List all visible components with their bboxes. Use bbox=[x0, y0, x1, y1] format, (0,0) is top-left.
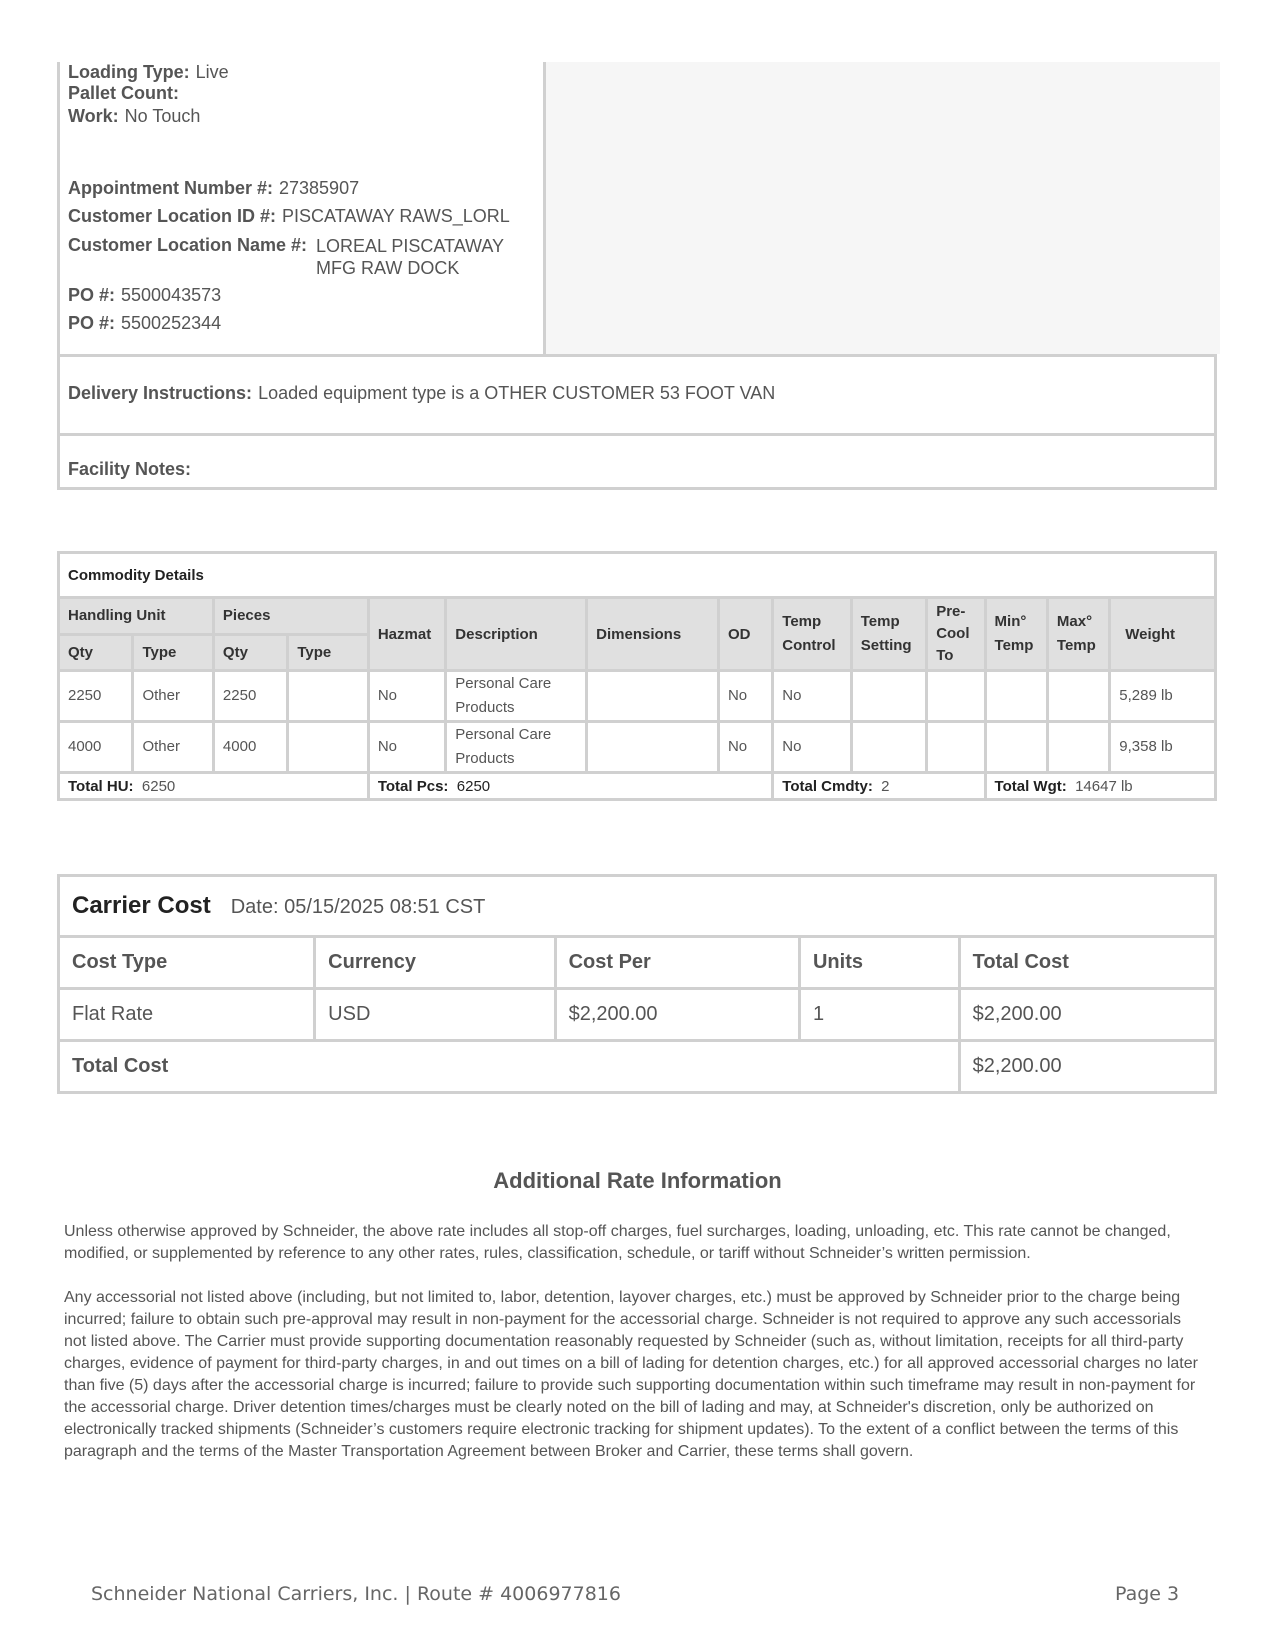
location-id-value: PISCATAWAY RAWS_LORL bbox=[282, 206, 510, 226]
location-name-value bbox=[316, 235, 504, 279]
delivery-instructions-label: Delivery Instructions: bbox=[68, 383, 253, 403]
delivery-instructions-row bbox=[68, 383, 775, 404]
description: Personal Care Products bbox=[446, 671, 587, 722]
temp-setting-header: Temp Setting bbox=[851, 598, 926, 671]
appointment-label: Appointment Number #: bbox=[68, 178, 273, 198]
appointment-value: 27385907 bbox=[279, 178, 360, 198]
divider bbox=[60, 354, 1214, 357]
location-name-row bbox=[68, 235, 505, 278]
commodity-details bbox=[57, 551, 1217, 801]
appointment-row bbox=[68, 178, 359, 199]
temp-setting bbox=[851, 722, 926, 773]
additional-rate-paragraph-1: Unless otherwise approved by Schneider, the above rate includes all stop-off charges, fuel surcharges, loading, unloading, etc. This rate cannot be changed, modified, or supplemented by reference to any other rates, rules, classification, schedule, or tariff without Schneider’s written permission. bbox=[64, 1223, 1171, 1262]
total-pcs bbox=[368, 773, 772, 800]
cost-per: $2,200.00 bbox=[555, 989, 799, 1041]
dimensions bbox=[587, 671, 719, 722]
loading-type-row bbox=[68, 62, 229, 83]
work-row bbox=[68, 106, 200, 127]
max-temp bbox=[1047, 671, 1109, 722]
work-label: Work: bbox=[68, 106, 119, 126]
total-wgt bbox=[985, 773, 1215, 800]
total-wgt-value: 14647 lb bbox=[1075, 777, 1133, 795]
carrier-cost-header-row bbox=[59, 937, 1216, 989]
additional-rate-title: Additional Rate Information bbox=[493, 1168, 782, 1193]
total-hu bbox=[59, 773, 369, 800]
total-pcs-value: 6250 bbox=[456, 777, 491, 795]
pallet-count-label: Pallet Count: bbox=[68, 83, 179, 103]
temp-control-header: Temp Control bbox=[773, 598, 851, 671]
temp-control: No bbox=[773, 671, 851, 722]
min-temp bbox=[985, 671, 1047, 722]
total-pcs-label: Total Pcs: bbox=[377, 777, 449, 795]
table-row bbox=[59, 989, 1216, 1041]
hu-type: Other bbox=[133, 722, 213, 773]
cost-per-header: Cost Per bbox=[555, 937, 799, 989]
weight: 9,358 lb bbox=[1110, 722, 1216, 773]
cost-type: Flat Rate bbox=[59, 989, 315, 1041]
pieces-header: Pieces bbox=[213, 598, 368, 635]
location-name-line1: LOREAL PISCATAWAY bbox=[316, 236, 505, 256]
total-cost-value: $2,200.00 bbox=[959, 1041, 1215, 1093]
hu-qty: 4000 bbox=[59, 722, 133, 773]
po-label-2: PO #: bbox=[68, 313, 116, 333]
footer-page-number: Page 3 bbox=[1115, 1583, 1180, 1605]
total-cmdty bbox=[773, 773, 985, 800]
commodity-table bbox=[57, 551, 1217, 801]
description-header: Description bbox=[446, 598, 587, 671]
handling-unit-header: Handling Unit bbox=[59, 598, 214, 635]
precool bbox=[927, 722, 985, 773]
dimensions-header: Dimensions bbox=[587, 598, 719, 671]
facility-notes-label: Facility Notes: bbox=[68, 459, 192, 479]
loading-type-value: Live bbox=[195, 62, 229, 82]
carrier-cost-table bbox=[57, 874, 1217, 1094]
pc-type bbox=[288, 671, 368, 722]
carrier-cost bbox=[57, 874, 1217, 1094]
total-cost-header: Total Cost bbox=[959, 937, 1215, 989]
delivery-instructions-value: Loaded equipment type is a OTHER CUSTOMER 53 FOOT VAN bbox=[258, 383, 776, 403]
carrier-cost-header bbox=[59, 876, 1216, 937]
currency-header: Currency bbox=[315, 937, 555, 989]
total-wgt-label: Total Wgt: bbox=[994, 777, 1067, 795]
pc-qty: 4000 bbox=[213, 722, 287, 773]
stop-details-right-panel bbox=[543, 62, 1220, 354]
table-row bbox=[59, 671, 1216, 722]
location-name-label: Customer Location Name #: bbox=[68, 235, 308, 255]
temp-control: No bbox=[773, 722, 851, 773]
carrier-cost-title: Carrier Cost bbox=[72, 892, 211, 919]
total-hu-value: 6250 bbox=[141, 777, 176, 795]
total-hu-label: Total HU: bbox=[68, 777, 134, 795]
total-cost: $2,200.00 bbox=[959, 989, 1215, 1041]
carrier-cost-date: Date: 05/15/2025 08:51 CST bbox=[230, 896, 486, 918]
precool-header: Pre-Cool To bbox=[927, 598, 985, 671]
pc-qty-header: Qty bbox=[213, 634, 287, 671]
location-name-line2: MFG RAW DOCK bbox=[316, 258, 460, 278]
hazmat: No bbox=[368, 722, 445, 773]
pc-qty: 2250 bbox=[213, 671, 287, 722]
hazmat-header: Hazmat bbox=[368, 598, 445, 671]
totals-row bbox=[59, 773, 1216, 800]
hu-type-header: Type bbox=[133, 634, 213, 671]
po-row-2 bbox=[68, 313, 221, 334]
carrier-cost-total-row bbox=[59, 1041, 1216, 1093]
po-value-2: 5500252344 bbox=[121, 313, 222, 333]
total-cmdty-label: Total Cmdty: bbox=[782, 777, 873, 795]
hu-type: Other bbox=[133, 671, 213, 722]
pallet-count-row bbox=[68, 83, 179, 104]
hazmat: No bbox=[368, 671, 445, 722]
od: No bbox=[718, 722, 772, 773]
location-id-label: Customer Location ID #: bbox=[68, 206, 277, 226]
table-row bbox=[59, 722, 1216, 773]
pc-type bbox=[288, 722, 368, 773]
work-value: No Touch bbox=[124, 106, 201, 126]
stop-details-left bbox=[60, 62, 543, 354]
cost-type-header: Cost Type bbox=[59, 937, 315, 989]
min-temp bbox=[985, 722, 1047, 773]
divider bbox=[60, 433, 1214, 436]
location-id-row bbox=[68, 206, 510, 227]
currency: USD bbox=[315, 989, 555, 1041]
hu-qty-header: Qty bbox=[59, 634, 133, 671]
commodity-title: Commodity Details bbox=[59, 553, 1216, 598]
loading-type-label: Loading Type: bbox=[68, 62, 190, 82]
max-temp bbox=[1047, 722, 1109, 773]
weight-header: Weight bbox=[1110, 598, 1216, 671]
units: 1 bbox=[799, 989, 959, 1041]
additional-rate-paragraph-2: Any accessorial not listed above (including, but not limited to, labor, detention, layover charges, etc.) must be approved by Schneider prior to the charge being incurred; failure to obtain such pre-approval may result in non-payment for the accessorial charge. Schneider is not required to approve any such accessorials not listed above. The Carrier must provide supporting documentation reasonably requested by Schneider (such as, without limitation, receipts for all third-party charges, evidence of payment for third-party charges, in and out times on a bill of lading for detention charges, etc.) for all approved accessorial charges no later than five (5) days after the accessorial charge is incurred; failure to provide such supporting documentation within such timeframe may result in non-payment for the accessorial charge. Driver detention times/charges must be clearly noted on the bill of lading and may, at Schneider's discretion, only be authorized on electronically tracked shipments (Schneider’s customers require electronic tracking for shipment updates). To the extent of a conflict between the terms of this paragraph and the terms of the Master Transportation Agreement between Broker and Carrier, these terms shall govern. bbox=[64, 1289, 1198, 1460]
description: Personal Care Products bbox=[446, 722, 587, 773]
po-row-1 bbox=[68, 285, 221, 306]
max-temp-header: Max° Temp bbox=[1047, 598, 1109, 671]
precool bbox=[927, 671, 985, 722]
min-temp-header: Min° Temp bbox=[985, 598, 1047, 671]
po-value-1: 5500043573 bbox=[121, 285, 222, 305]
od-header: OD bbox=[718, 598, 772, 671]
total-cost-label: Total Cost bbox=[59, 1041, 960, 1093]
facility-notes-row bbox=[68, 459, 191, 480]
units-header: Units bbox=[799, 937, 959, 989]
footer-route: Schneider National Carriers, Inc. | Route # 4006977816 bbox=[91, 1583, 621, 1605]
hu-qty: 2250 bbox=[59, 671, 133, 722]
dimensions bbox=[587, 722, 719, 773]
temp-setting bbox=[851, 671, 926, 722]
weight: 5,289 lb bbox=[1110, 671, 1216, 722]
stop-details bbox=[57, 62, 1217, 490]
po-label-1: PO #: bbox=[68, 285, 116, 305]
pc-type-header: Type bbox=[288, 634, 368, 671]
od: No bbox=[718, 671, 772, 722]
total-cmdty-value: 2 bbox=[881, 777, 890, 795]
